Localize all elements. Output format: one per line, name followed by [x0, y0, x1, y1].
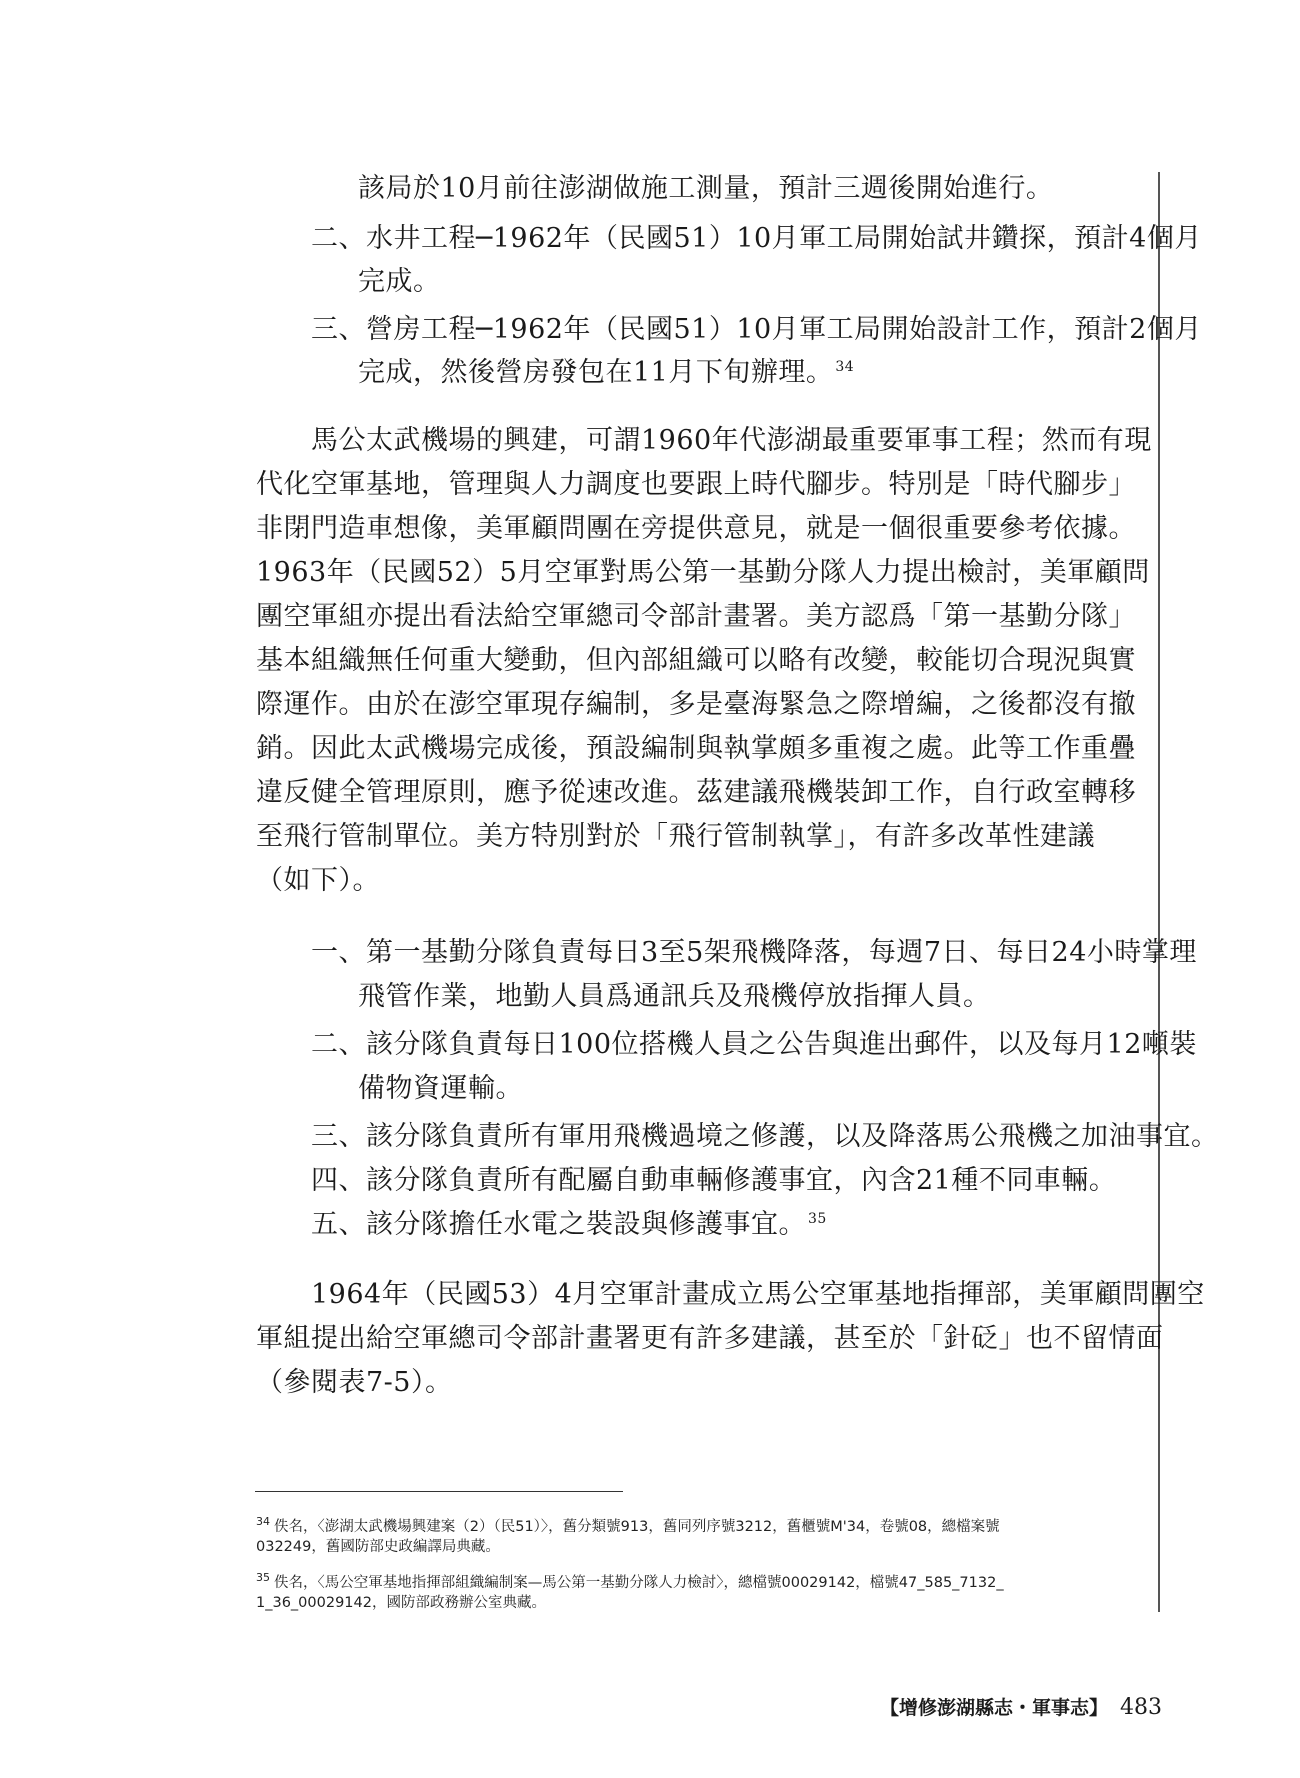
footnote-35-cont: 1_36_00029142，國防部政務辦公室典藏。 — [256, 1595, 546, 1611]
footnote-number: 34 — [256, 1515, 270, 1528]
paragraph-2-line: （參閱表7-5）。 — [256, 1367, 453, 1398]
item-a-3: 三、營房工程─1962年（民國51）10月軍工局開始設計工作，預計2個月 — [311, 314, 1202, 345]
item-b-5: 四、該分隊負責所有配屬自動車輛修護事宜，內含21種不同車輛。 — [311, 1165, 1117, 1196]
paragraph-1-line: 代化空軍基地，管理與人力調度也要跟上時代腳步。特別是「時代腳步」 — [256, 469, 1136, 500]
paragraph-2-line: 軍組提出給空軍總司令部計畫署更有許多建議，甚至於「針砭」也不留情面 — [256, 1323, 1164, 1354]
item-b-1: 飛管作業，地勤人員爲通訊兵及飛機停放指揮人員。 — [358, 981, 991, 1012]
item-b-2: 二、該分隊負責每日100位搭機人員之公告與進出郵件，以及每月12噸裝 — [311, 1029, 1197, 1060]
item-a-0: 該局於10月前往澎湖做施工測量，預計三週後開始進行。 — [358, 173, 1054, 204]
item-b-6: 五、該分隊擔任水電之裝設與修護事宜。 $^{35}$ — [311, 1209, 827, 1240]
paragraph-1-line: 馬公太武機場的興建，可謂1960年代澎湖最重要軍事工程；然而有現 — [311, 425, 1152, 456]
paragraph-1-line: （如下）。 — [256, 865, 380, 896]
paragraph-1-line: 1963年（民國52）5月空軍對馬公第一基勤分隊人力提出檢討，美軍顧問 — [256, 557, 1150, 588]
paragraph-1-line: 基本組織無任何重大變動，但內部組織可以略有改變，較能切合現況與實 — [256, 645, 1136, 676]
margin-rule — [1158, 172, 1160, 1612]
item-a-2: 完成。 — [358, 266, 441, 297]
footnote-34: $^{34}$ 佚名，〈澎湖太武機場興建案（2）（民51）〉，舊分類號913，舊同列序號3212，舊櫃號M'34，卷號08，總檔案號 — [256, 1515, 1000, 1535]
item-a-4: 完成，然後營房發包在11月下旬辦理。 $^{34}$ — [358, 357, 855, 388]
item-b-4: 三、該分隊負責所有軍用飛機過境之修護，以及降落馬公飛機之加油事宜。 — [311, 1121, 1219, 1152]
footnote-ref-34: 34 — [835, 359, 855, 375]
footnote-35: $^{35}$ 佚名，〈馬公空軍基地指揮部組織編制案—馬公第一基勤分隊人力檢討〉，總檔號00029142，檔號47_585_7132_ — [256, 1571, 1004, 1591]
paragraph-1-line: 至飛行管制單位。美方特別對於「飛行管制執掌」，有許多改革性建議 — [256, 821, 1095, 852]
item-b-0: 一、第一基勤分隊負責每日3至5架飛機降落，每週7日、每日24小時掌理 — [311, 937, 1197, 968]
footnote-separator — [255, 1491, 623, 1492]
paragraph-1-line: 銷。因此太武機場完成後，預設編制與執掌頗多重複之處。此等工作重疊 — [256, 733, 1136, 764]
paragraph-1-line: 團空軍組亦提出看法給空軍總司令部計畫署。美方認爲「第一基勤分隊」 — [256, 601, 1136, 632]
paragraph-1-line: 違反健全管理原則，應予從速改進。茲建議飛機裝卸工作，自行政室轉移 — [256, 777, 1136, 808]
paragraph-1-line: 非閉門造車想像，美軍顧問團在旁提供意見，就是一個很重要參考依據。 — [256, 513, 1136, 544]
footnote-number: 35 — [256, 1571, 270, 1584]
item-b-3: 備物資運輸。 — [358, 1073, 523, 1104]
paragraph-1-line: 際運作。由於在澎空軍現存編制，多是臺海緊急之際增編，之後都沒有撤 — [256, 689, 1136, 720]
running-footer-title: 【增修澎湖縣志・軍事志】 — [880, 1697, 1109, 1719]
paragraph-2-line: 1964年（民國53）4月空軍計畫成立馬公空軍基地指揮部，美軍顧問團空 — [311, 1279, 1205, 1310]
footnote-34-cont: 032249，舊國防部史政編譯局典藏。 — [256, 1539, 500, 1555]
footnote-ref-35: 35 — [808, 1211, 827, 1227]
page-number: 483 — [1120, 1695, 1162, 1720]
item-a-1: 二、水井工程─1962年（民國51）10月軍工局開始試井鑽探，預計4個月 — [311, 223, 1202, 254]
